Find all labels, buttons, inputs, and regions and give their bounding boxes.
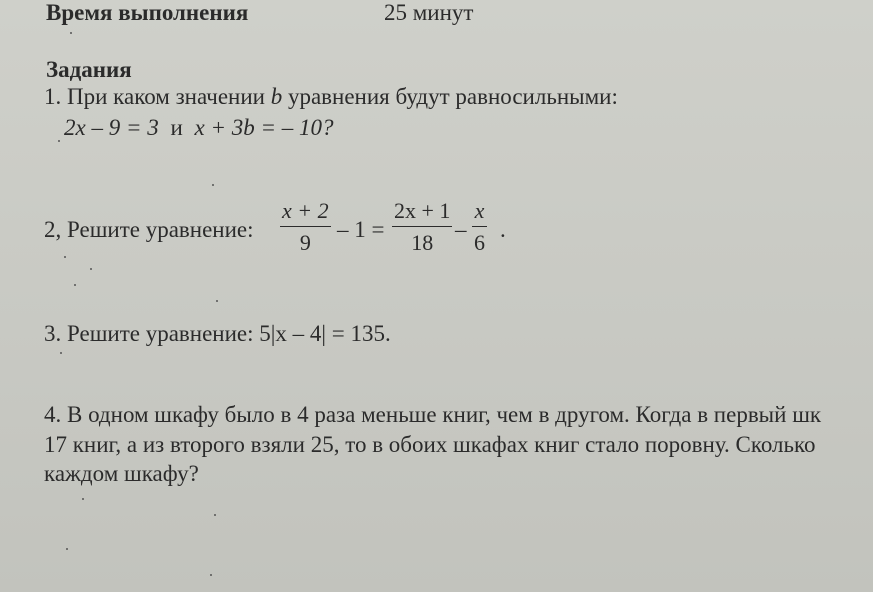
task2-fraction-1	[280, 200, 331, 254]
task2-frac1-numerator: x + 2	[282, 198, 329, 223]
task2-number: 2,	[44, 217, 62, 242]
task2-frac3-numerator: x	[474, 198, 485, 223]
task2-minus: –	[455, 217, 467, 242]
task2-frac2-bar	[392, 226, 452, 227]
tasks-title: Задания	[46, 57, 132, 82]
task2-frac3-bar	[472, 226, 487, 227]
task2-label	[44, 217, 254, 243]
task1-eq2: x + 3b = – 10?	[194, 115, 334, 140]
task1-text-after: уравнения будут равносильными:	[287, 84, 618, 109]
task2-frac3-denominator: 6	[474, 230, 485, 255]
paper-speck	[214, 514, 216, 516]
task1-conj: и	[170, 115, 183, 140]
paper-speck	[58, 140, 60, 142]
task4-number: 4.	[44, 402, 62, 427]
paper-speck	[60, 352, 62, 354]
task2-fraction-3	[472, 200, 487, 254]
paper-speck	[74, 284, 76, 286]
task2-text: Решите уравнение:	[67, 217, 254, 242]
task2-frac2-denominator: 18	[411, 230, 434, 255]
task2-frac1-bar	[280, 226, 331, 227]
task1-var-b: b	[270, 84, 283, 109]
task1-equations	[64, 115, 334, 141]
task2-frac1-denominator: 9	[299, 230, 311, 255]
task3-question	[44, 321, 391, 347]
task1-question	[44, 84, 618, 110]
task3-number: 3.	[44, 321, 62, 346]
paper-speck	[210, 574, 212, 576]
task2-dot: .	[500, 217, 506, 242]
paper-speck	[212, 184, 214, 186]
task3-equation: 5|x – 4| = 135.	[259, 321, 391, 346]
task1-number: 1.	[44, 84, 62, 109]
task4-line2: 17 книг, а из второго взяли 25, то в обоих шкафах книг стало поровну. Сколько	[44, 432, 816, 457]
task3-text: Решите уравнение:	[67, 321, 254, 346]
task2-fraction-2	[392, 200, 452, 254]
task4-line1-text: В одном шкафу было в 4 раза меньше книг, чем в другом. Когда в первый шк	[67, 402, 822, 427]
task4-line3: каждом шкафу?	[44, 461, 199, 486]
paper-speck	[82, 498, 84, 500]
task1-text-before: При каком значении	[67, 84, 265, 109]
paper-speck	[216, 300, 218, 302]
task2-frac2-numerator: 2x + 1	[394, 198, 451, 223]
paper-speck	[64, 256, 66, 258]
paper-speck	[70, 32, 72, 34]
paper-speck	[66, 548, 68, 550]
time-label: Время выполнения	[46, 0, 249, 25]
paper-speck	[90, 268, 92, 270]
task2-minus-one-eq: – 1 =	[337, 217, 385, 242]
task4-line1	[44, 402, 821, 428]
time-value: 25 минут	[384, 0, 474, 25]
task1-eq1: 2x – 9 = 3	[64, 115, 159, 140]
